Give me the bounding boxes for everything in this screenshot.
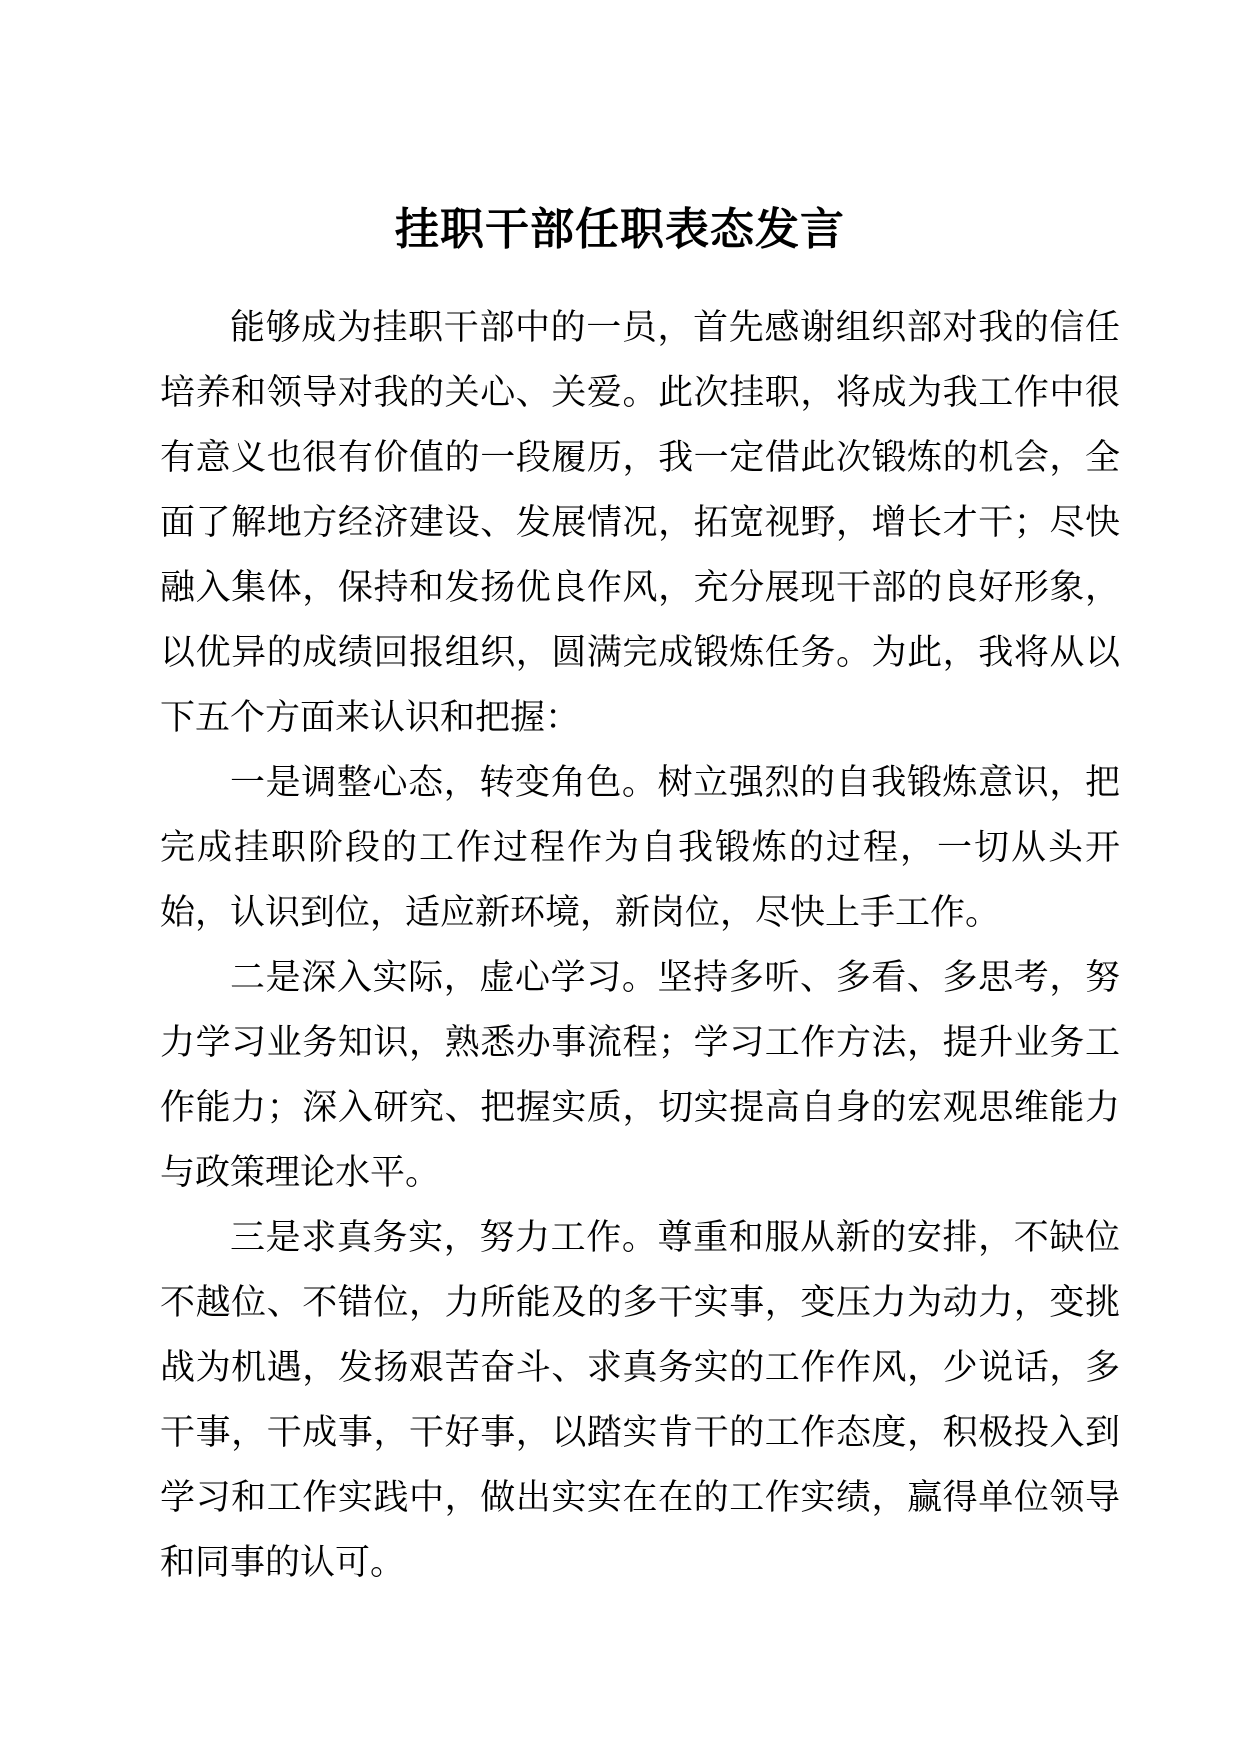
paragraph-point-one: 一是调整心态，转变角色。树立强烈的自我锻炼意识，把完成挂职阶段的工作过程作为自我锻炼的过程，一切从头开始，认识到位，适应新环境，新岗位，尽快上手工作。 — [160, 763, 1120, 933]
paragraph-intro: 能够成为挂职干部中的一员，首先感谢组织部对我的信任培养和领导对我的关心、关爱。此次挂职，将成为我工作中很有意义也很有价值的一段履历，我一定借此次锻炼的机会，全面了解地方经济建设、发展情况，拓宽视野，增长才干；尽快融入集体，保持和发扬优良作风，充分展现干部的良好形象，以优异的成绩回报组织，圆满完成锻炼任务。为此，我将从以下五个方面来认识和把握： — [160, 308, 1120, 738]
document-body — [160, 296, 1120, 1596]
document-title: 挂职干部任职表态发言 — [395, 204, 845, 255]
paragraph-point-three: 三是求真务实，努力工作。尊重和服从新的安排，不缺位不越位、不错位，力所能及的多干实事，变压力为动力，变挑战为机遇，发扬艰苦奋斗、求真务实的工作作风，少说话，多干事，干成事，干好事，以踏实肯干的工作态度，积极投入到学习和工作实践中，做出实实在在的工作实绩，赢得单位领导和同事的认可。 — [160, 1218, 1120, 1583]
paragraph-point-two: 二是深入实际，虚心学习。坚持多听、多看、多思考，努力学习业务知识，熟悉办事流程；学习工作方法，提升业务工作能力；深入研究、把握实质，切实提高自身的宏观思维能力与政策理论水平。 — [160, 958, 1120, 1193]
